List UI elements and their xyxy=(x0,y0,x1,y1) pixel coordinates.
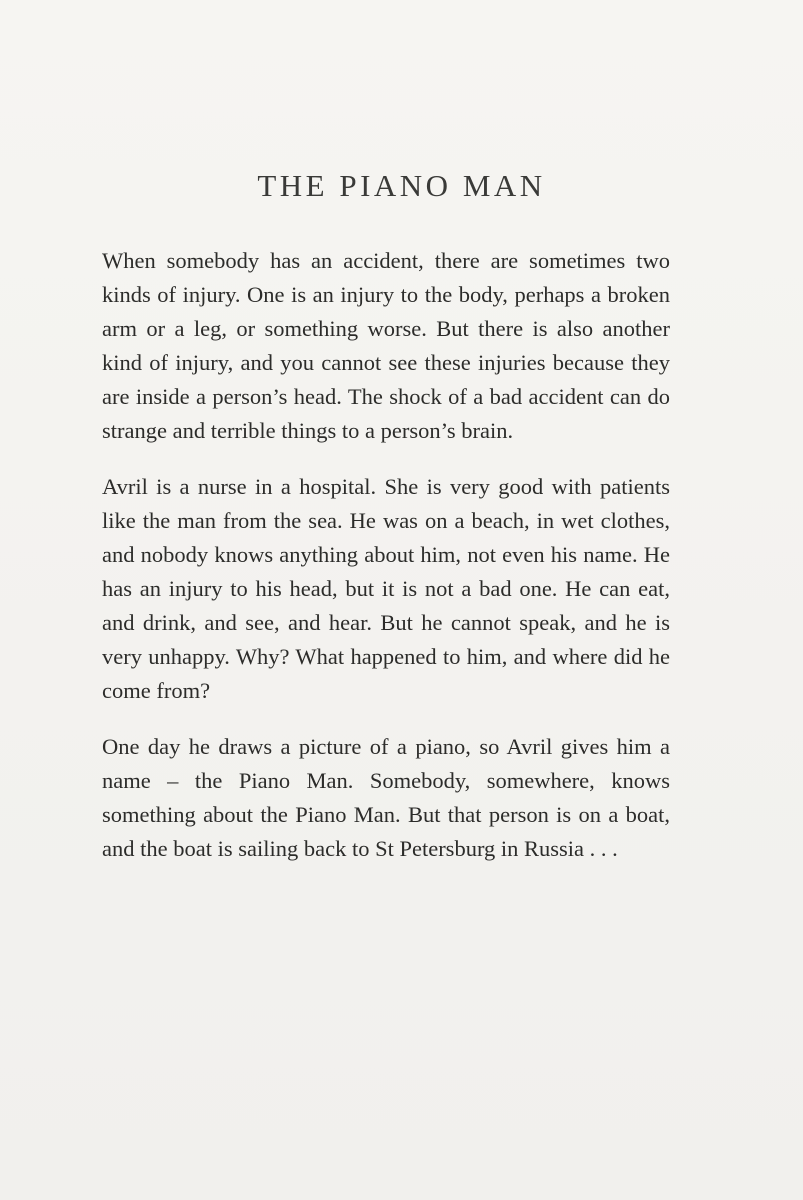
paragraph-2: Avril is a nurse in a hospital. She is very good with patients like the man from the sea. He was on a beach, in wet clothes, and nobody knows anything about him, not even his name. He has an injury to his head, but it is not a bad one. He can eat, and drink, and see, and hear. But he cannot speak, and he is very unhappy. Why? What happened to him, and where did he come from? xyxy=(102,474,670,703)
blurb-text xyxy=(102,244,670,888)
paragraph-1: When somebody has an accident, there are sometimes two kinds of injury. One is an injury to the body, perhaps a broken arm or a leg, or something worse. But there is also another kind of injury, and you cannot see these injuries because they are inside a person’s head. The shock of a bad accident can do strange and terrible things to a person’s brain. xyxy=(102,248,670,443)
paragraph-3: One day he draws a picture of a piano, so Avril gives him a name – the Piano Man. Somebody, somewhere, knows something about the Piano Man. But that person is on a boat, and the boat is sailing back to St Petersburg in Russia . . . xyxy=(102,734,670,861)
page-title: THE PIANO MAN xyxy=(257,168,546,203)
